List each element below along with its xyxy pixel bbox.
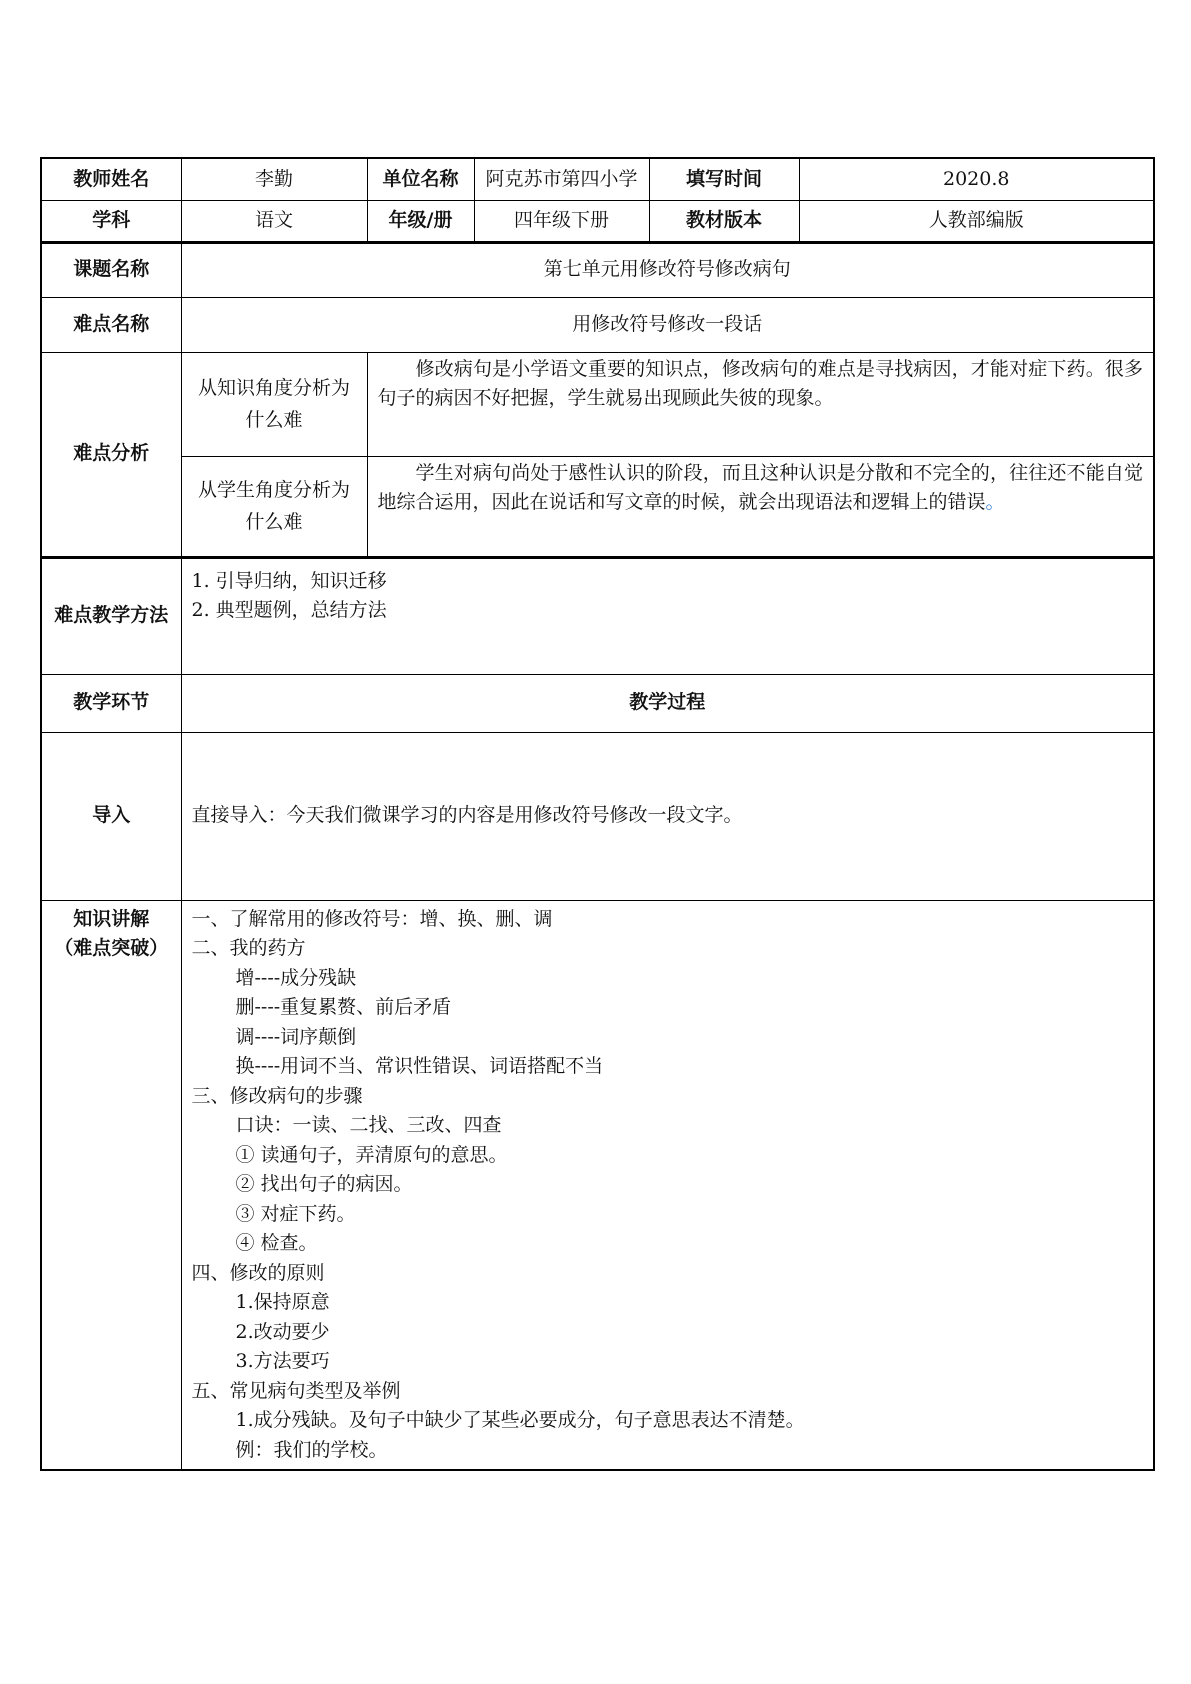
knowledge-line: ① 读通句子，弄清原句的意思。 [235,1143,508,1166]
topic-row [41,242,1154,297]
knowledge-line: ③ 对症下药。 [235,1202,356,1225]
process-content-header: 教学过程 [181,674,1154,732]
unit-value: 阿克苏市第四小学 [474,158,649,200]
knowledge-line: 1.成分残缺。及句子中缺少了某些必要成分，句子意思表达不清楚。 [235,1409,805,1431]
knowledge-label-line1: 知识讲解 [73,907,150,930]
method-label: 难点教学方法 [41,557,181,674]
knowledge-line: 1.保持原意 [235,1291,330,1313]
method-row [41,557,1154,674]
teacher-label: 教师姓名 [41,158,181,200]
edition-label: 教材版本 [649,200,799,242]
topic-label: 课题名称 [41,242,181,297]
knowledge-line: 四、修改的原则 [191,1261,325,1284]
knowledge-angle-text: 修改病句是小学语文重要的知识点，修改病句的难点是寻找病因，才能对症下药。很多句子的病因不好把握，学生就易出现顾此失彼的现象。 [377,357,1143,409]
edition-value: 人教部编版 [799,200,1154,242]
topic-value: 第七单元用修改符号修改病句 [181,242,1154,297]
method-item: 2. 典型题例，总结方法 [191,598,387,621]
analysis-knowledge-row [41,352,1154,456]
difficulty-label: 难点名称 [41,297,181,352]
knowledge-line: 一、了解常用的修改符号：增、换、删、调 [191,907,553,930]
knowledge-line: 五、常见病句类型及举例 [191,1379,401,1402]
knowledge-line: 2.改动要少 [235,1320,330,1343]
knowledge-angle-cell [367,352,1154,456]
intro-row [41,732,1154,900]
knowledge-line: 增----成分残缺 [235,966,357,989]
info-row-1 [41,158,1154,200]
date-label: 填写时间 [649,158,799,200]
analysis-label: 难点分析 [41,352,181,557]
student-angle-text: 学生对病句尚处于感性认识的阶段，而且这种认识是分散和不完全的，往往还不能自觉地综合运用，因此在说话和写文章的时候，就会出现语法和逻辑上的错误 [377,461,1143,513]
student-angle-text-end: 。 [985,490,1005,513]
info-row-2 [41,200,1154,242]
knowledge-line: 三、修改病句的步骤 [191,1084,363,1107]
knowledge-line: 口诀：一读、二找、三改、四查 [235,1114,502,1136]
student-angle-cell [367,456,1154,557]
difficulty-row [41,297,1154,352]
intro-cell [181,732,1154,900]
knowledge-row [41,900,1154,1470]
lesson-plan-table [40,157,1155,1471]
method-cell [181,557,1154,674]
subject-value: 语文 [181,200,367,242]
difficulty-value: 用修改符号修改一段话 [181,297,1154,352]
subject-label: 学科 [41,200,181,242]
grade-value: 四年级下册 [474,200,649,242]
knowledge-angle-label: 从知识角度分析为什么难 [181,352,367,456]
method-list [182,559,1154,634]
knowledge-label-cell [41,900,181,1470]
method-item: 1. 引导归纳，知识迁移 [191,569,387,592]
grade-label: 年级/册 [367,200,474,242]
date-value: 2020.8 [799,158,1154,200]
process-stage-header: 教学环节 [41,674,181,732]
process-header-row [41,674,1154,732]
student-angle-paragraph [368,457,1154,520]
knowledge-line: 换----用词不当、常识性错误、词语搭配不当 [235,1055,604,1077]
intro-label: 导入 [41,732,181,900]
knowledge-line: 调----词序颠倒 [235,1025,357,1048]
intro-text: 直接导入：今天我们微课学习的内容是用修改符号修改一段文字。 [191,804,743,827]
knowledge-line: ④ 检查。 [235,1232,318,1254]
knowledge-content-cell [181,900,1154,1470]
knowledge-line: 删----重复累赘、前后矛盾 [235,996,452,1018]
teacher-value: 李勤 [181,158,367,200]
knowledge-line: 3.方法要巧 [235,1350,330,1372]
unit-label: 单位名称 [367,158,474,200]
analysis-student-row [41,456,1154,557]
knowledge-line: ② 找出句子的病因。 [235,1173,413,1195]
lesson-plan-sheet [40,157,1153,1471]
knowledge-label-line2: （难点突破） [54,936,169,959]
knowledge-line: 二、我的药方 [191,937,306,959]
knowledge-line: 例：我们的学校。 [235,1438,388,1461]
knowledge-lines [182,901,1154,1470]
student-angle-label: 从学生角度分析为什么难 [181,456,367,557]
